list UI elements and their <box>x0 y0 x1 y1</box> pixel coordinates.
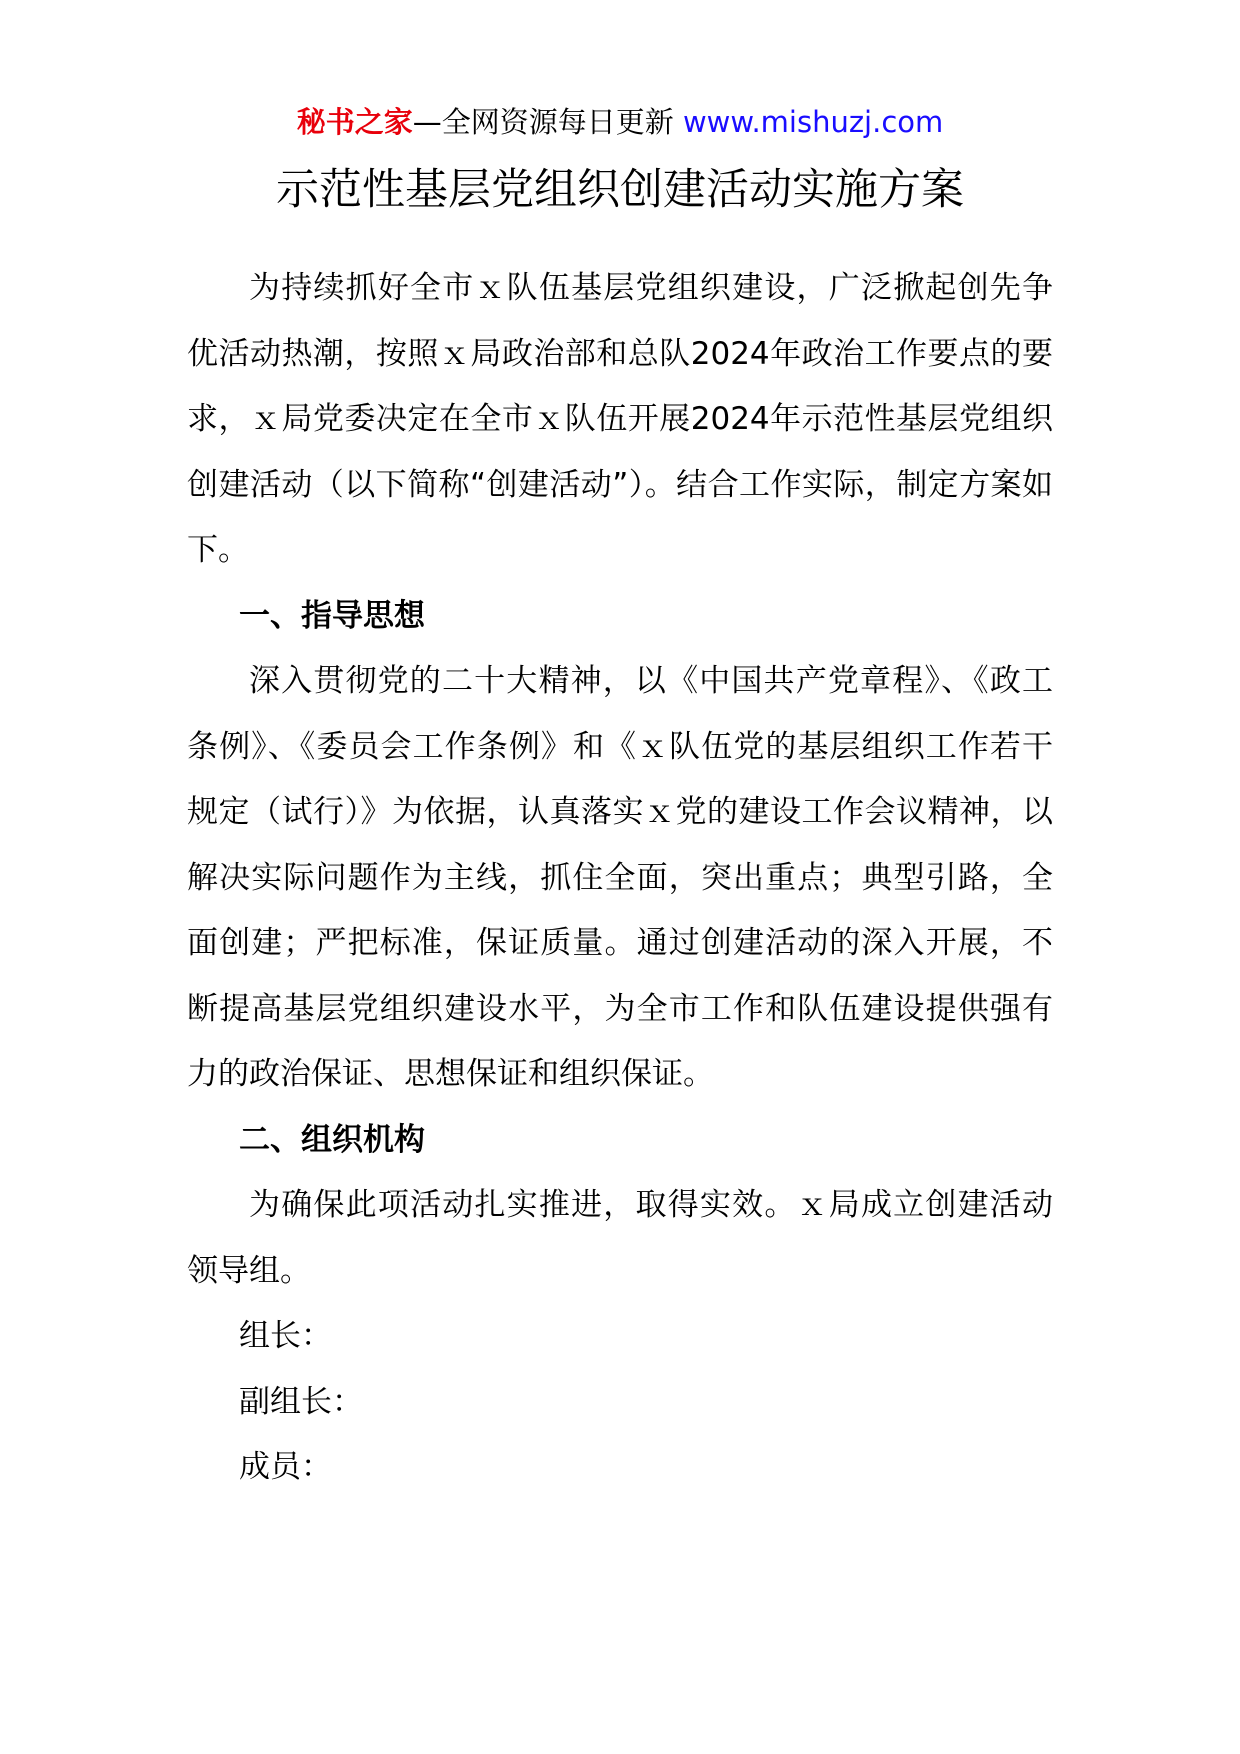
site-url-link[interactable]: www.mishuzj.com <box>682 105 944 139</box>
guiding-ideology-paragraph: 深入贯彻党的二十大精神，以《中国共产党章程》、《政工条例》、《委员会工作条例》和《ｘ队伍党的基层组织工作若干规定（试行）》为依据，认真落实ｘ党的建设工作会议精神，以解决实际问题作为主线，抓住全面，突出重点；典型引路，全面创建；严把标准，保证质量。通过创建活动的深入开展，不断提高基层党组织建设水平，为全市工作和队伍建设提供强有力的政治保证、思想保证和组织保证。 <box>187 663 1053 1092</box>
brand-name: 秘书之家 <box>296 105 413 139</box>
header-tagline: —全网资源每日更新 <box>412 105 674 139</box>
members-label: 成员： <box>239 1449 332 1485</box>
document-body <box>187 256 1053 1501</box>
site-header <box>0 100 1240 144</box>
document-title: 示范性基层党组织创建活动实施方案 <box>276 165 964 215</box>
deputy-leader-label: 副组长： <box>239 1383 363 1420</box>
leader-label: 组长： <box>239 1318 332 1354</box>
section-heading-organization: 二、组织机构 <box>239 1121 425 1158</box>
section-heading-guiding-ideology: 一、指导思想 <box>239 597 425 634</box>
intro-paragraph: 为持续抓好全市ｘ队伍基层党组织建设，广泛掀起创先争优活动热潮，按照ｘ局政治部和总队2024年政治工作要点的要求，ｘ局党委决定在全市ｘ队伍开展2024年示范性基层党组织创建活动（以下简称“创建活动”）。结合工作实际，制定方案如下。 <box>187 270 1053 568</box>
organization-paragraph: 为确保此项活动扎实推进，取得实效。ｘ局成立创建活动领导组。 <box>187 1187 1053 1289</box>
